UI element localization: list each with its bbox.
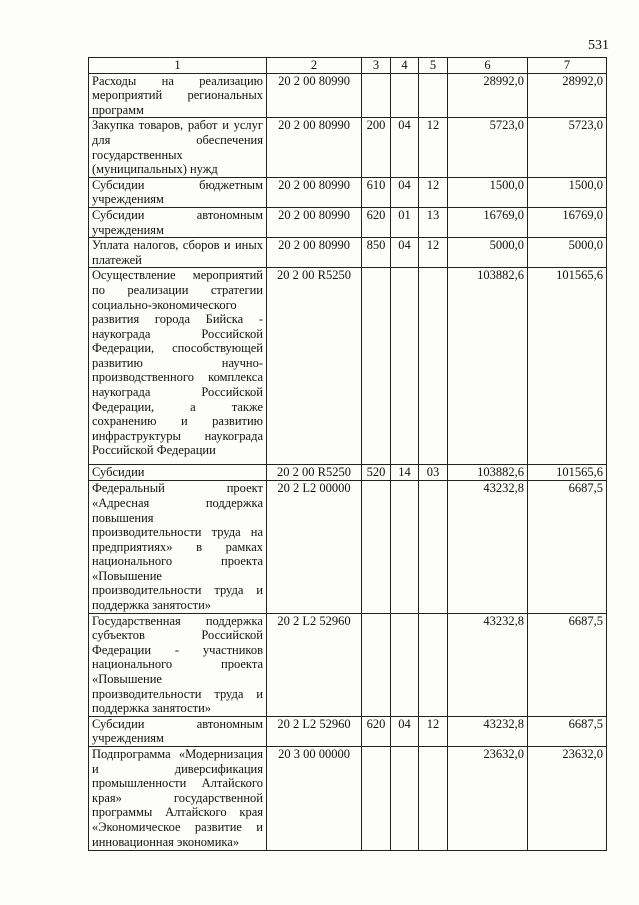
table-row (89, 465, 607, 481)
subsection (419, 747, 448, 851)
table-row (89, 207, 607, 237)
row-name: Уплата налогов, сборов и иных платежей (89, 238, 267, 268)
section (391, 73, 419, 118)
amount-year-2: 16769,0 (528, 207, 607, 237)
row-name: Закупка товаров, работ и услуг для обеспечения государственных (муниципальных) нужд (89, 118, 267, 177)
row-name: Субсидии бюджетным учреждениям (89, 177, 267, 207)
subsection: 12 (419, 177, 448, 207)
program-code: 20 2 00 80990 (267, 238, 362, 268)
expense-type: 520 (362, 465, 391, 481)
table-row (89, 747, 607, 851)
expense-type: 620 (362, 207, 391, 237)
amount-year-1: 5723,0 (448, 118, 528, 177)
program-code: 20 2 L2 52960 (267, 613, 362, 716)
program-code: 20 2 00 R5250 (267, 268, 362, 465)
expense-type (362, 747, 391, 851)
amount-year-1: 43232,8 (448, 613, 528, 716)
program-code: 20 2 00 80990 (267, 207, 362, 237)
table-row (89, 177, 607, 207)
amount-year-2: 28992,0 (528, 73, 607, 118)
section: 04 (391, 238, 419, 268)
subsection: 13 (419, 207, 448, 237)
table-row (89, 118, 607, 177)
subsection: 12 (419, 716, 448, 746)
amount-year-2: 1500,0 (528, 177, 607, 207)
amount-year-1: 103882,6 (448, 465, 528, 481)
budget-table (88, 57, 607, 851)
row-name: Расходы на реализацию мероприятий региональных программ (89, 73, 267, 118)
row-name: Субсидии (89, 465, 267, 481)
subsection: 03 (419, 465, 448, 481)
expense-type: 200 (362, 118, 391, 177)
amount-year-2: 6687,5 (528, 481, 607, 613)
amount-year-2: 5000,0 (528, 238, 607, 268)
section (391, 613, 419, 716)
expense-type: 620 (362, 716, 391, 746)
amount-year-1: 1500,0 (448, 177, 528, 207)
table-header-row (89, 58, 607, 74)
program-code: 20 2 L2 52960 (267, 716, 362, 746)
subsection (419, 613, 448, 716)
amount-year-1: 43232,8 (448, 481, 528, 613)
program-code: 20 3 00 00000 (267, 747, 362, 851)
row-name: Осуществление мероприятий по реализации стратегии социально-экономического развития города Бийска - наукограда Российской Федерации, способствующей развитию научно-производственного комплекса наукограда Российской Федерации, а также сохранению и развитию инфраструктуры наукограда Российской Федерации (89, 268, 267, 465)
row-name: Государственная поддержка субъектов Российской Федерации - участников национального проекта «Повышение производительности труда и поддержка занятости» (89, 613, 267, 716)
amount-year-2: 6687,5 (528, 613, 607, 716)
row-name: Подпрограмма «Модернизация и диверсификация промышленности Алтайского края» государственной программы Алтайского края «Экономическое развитие и инновационная экономика» (89, 747, 267, 851)
table-row (89, 613, 607, 716)
program-code: 20 2 00 80990 (267, 118, 362, 177)
amount-year-1: 28992,0 (448, 73, 528, 118)
section (391, 268, 419, 465)
column-header: 6 (448, 58, 528, 74)
column-header: 1 (89, 58, 267, 74)
column-header: 7 (528, 58, 607, 74)
expense-type (362, 613, 391, 716)
section: 04 (391, 177, 419, 207)
page-number: 531 (588, 38, 609, 53)
section: 04 (391, 716, 419, 746)
row-name: Субсидии автономным учреждениям (89, 207, 267, 237)
row-name: Федеральный проект «Адресная поддержка повышения производительности труда на предприятиях» в рамках национального проекта «Повышение производительности труда и поддержка занятости» (89, 481, 267, 613)
program-code: 20 2 00 80990 (267, 73, 362, 118)
table-row (89, 716, 607, 746)
amount-year-1: 5000,0 (448, 238, 528, 268)
expense-type (362, 268, 391, 465)
subsection: 12 (419, 118, 448, 177)
section: 04 (391, 118, 419, 177)
amount-year-1: 23632,0 (448, 747, 528, 851)
program-code: 20 2 00 80990 (267, 177, 362, 207)
amount-year-2: 6687,5 (528, 716, 607, 746)
column-header: 4 (391, 58, 419, 74)
table-row (89, 238, 607, 268)
amount-year-1: 103882,6 (448, 268, 528, 465)
program-code: 20 2 L2 00000 (267, 481, 362, 613)
column-header: 5 (419, 58, 448, 74)
table-row (89, 481, 607, 613)
subsection: 12 (419, 238, 448, 268)
column-header: 3 (362, 58, 391, 74)
expense-type (362, 73, 391, 118)
amount-year-2: 101565,6 (528, 268, 607, 465)
section (391, 481, 419, 613)
column-header: 2 (267, 58, 362, 74)
section: 14 (391, 465, 419, 481)
row-name: Субсидии автономным учреждениям (89, 716, 267, 746)
subsection (419, 268, 448, 465)
subsection (419, 481, 448, 613)
amount-year-1: 16769,0 (448, 207, 528, 237)
section (391, 747, 419, 851)
amount-year-2: 5723,0 (528, 118, 607, 177)
expense-type (362, 481, 391, 613)
section: 01 (391, 207, 419, 237)
amount-year-1: 43232,8 (448, 716, 528, 746)
expense-type: 610 (362, 177, 391, 207)
subsection (419, 73, 448, 118)
amount-year-2: 23632,0 (528, 747, 607, 851)
program-code: 20 2 00 R5250 (267, 465, 362, 481)
expense-type: 850 (362, 238, 391, 268)
table-row (89, 268, 607, 465)
amount-year-2: 101565,6 (528, 465, 607, 481)
table-row (89, 73, 607, 118)
